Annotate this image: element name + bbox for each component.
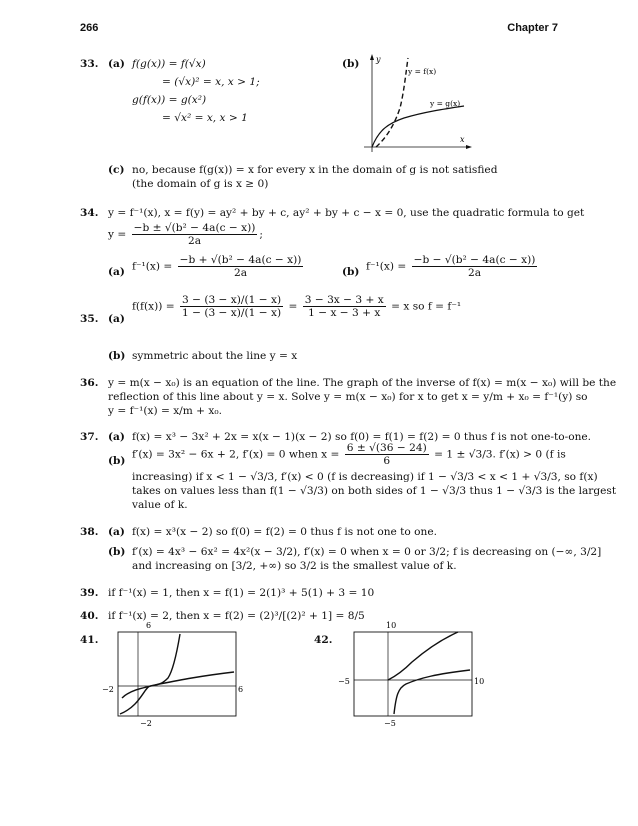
p37-b-post: = 1 ± √3/3. f′(x) > 0 (f is [434, 448, 566, 461]
p38-a-text: f(x) = x³(x − 2) so f(0) = f(2) = 0 thus f is not one to one. [132, 526, 438, 538]
y-axis-arrow [370, 54, 374, 60]
p35-a-mid-den: 1 − x − 3 + x [308, 307, 381, 319]
problem-37-number: 37. [80, 431, 99, 443]
p34-b-label: (b) [342, 266, 360, 278]
p34-b-num: −b − √(b² − 4a(c − x)) [413, 254, 536, 266]
p35-a-label: (a) [108, 313, 125, 325]
p33-c-line2: (the domain of g is x ≥ 0) [132, 178, 269, 190]
p34-l2-post: ; [259, 228, 263, 241]
p38-b-line1: f′(x) = 4x³ − 6x² = 4x²(x − 3/2), f′(x) = 0 when x = 0 or 3/2; f is decreasing on (−∞, 3/2] [132, 546, 602, 558]
p37-b-num: 6 ± √(36 − 24) [346, 442, 427, 454]
p34-line1: y = f⁻¹(x), x = f(y) = ay² + by + c, ay² + by + c − x = 0, use the quadratic formula to get [108, 207, 585, 219]
problem-42-number: 42. [314, 634, 333, 646]
p41-left-label: −2 [102, 685, 114, 694]
p35-a-expr: f(f(x)) = $\frac{3 - (3 - x)/(1 - x)}{1 - (3 - x)/(1 - x)}$ = $\frac{3 - 3x - 3 + x}{1 - x - 3 + x}$ = x so f = f⁻¹ [132, 294, 462, 319]
problem-38-number: 38. [80, 526, 99, 538]
p37-b-line1 [132, 442, 566, 467]
p34-l2-den: 2a [187, 235, 202, 247]
p39-text: if f⁻¹(x) = 1, then x = f(1) = 2(1)³ + 5(1) + 3 = 10 [108, 587, 375, 599]
p33-b-label: (b) [342, 58, 360, 70]
p38-a-label: (a) [108, 526, 125, 538]
p37-b-line3: takes on values less than f(1 − √3/3) on both sides of 1 − √3/3 thus 1 − √3/3 is the largest [132, 485, 617, 497]
p34-a-den: 2a [233, 267, 248, 279]
p34-l2-num: −b ± √(b² − 4a(c − x)) [133, 222, 256, 234]
p34-l2-pre: y = [108, 228, 127, 241]
p41-graph [100, 618, 250, 730]
p34-b-expr [366, 254, 539, 279]
p35-a-pre: f(f(x)) = [132, 300, 175, 313]
p40-text: if f⁻¹(x) = 2, then x = f(2) = (2)³/[(2)² + 1] = 8/5 [108, 610, 365, 622]
problem-34-number: 34. [80, 207, 99, 219]
p33-graph [364, 52, 474, 156]
p37-b-line4: value of k. [132, 499, 188, 511]
p37-b-den: 6 [383, 455, 391, 467]
p41-bottom-label: −2 [140, 719, 152, 728]
p34-a-expr [132, 254, 305, 279]
chapter-label: Chapter 7 [507, 22, 558, 34]
p41-f-curve [120, 634, 180, 714]
graph-y-label: y [376, 55, 381, 64]
p37-b-line2: increasing) if x < 1 − √3/3, f′(x) < 0 (f is decreasing) if 1 − √3/3 < x < 1 + √3/3, so f(x) [132, 471, 598, 483]
p38-b-line2: and increasing on [3/2, +∞) so 3/2 is the smallest value of k. [132, 560, 457, 572]
p34-line2 [108, 222, 263, 247]
p33-a-line1: f(g(x)) = f(√x) [132, 58, 206, 70]
p42-frame [354, 632, 472, 716]
p41-top-label: 6 [146, 621, 152, 630]
p34-b-den: 2a [467, 267, 482, 279]
p37-b-pre: f′(x) = 3x² − 6x + 2, f′(x) = 0 when x = [132, 448, 340, 461]
p33-c-line1: no, because f(g(x)) = x for every x in the domain of g is not satisfied [132, 164, 498, 176]
problem-41-number: 41. [80, 634, 99, 646]
p35-a-mid-fraction [303, 294, 386, 319]
p35-b-label: (b) [108, 350, 126, 362]
graph-f-label: y = f(x) [408, 67, 437, 76]
p42-left-label: −5 [338, 677, 350, 686]
p34-a-pre: f⁻¹(x) = [132, 260, 173, 273]
p34-l2-fraction [132, 222, 258, 247]
p37-a-label: (a) [108, 431, 125, 443]
p34-a-fraction [178, 254, 304, 279]
p41-inverse-curve [122, 672, 234, 698]
graph-x-label: x [460, 135, 465, 144]
p42-curve-lower [394, 670, 470, 714]
p33-c-label: (c) [108, 164, 125, 176]
p35-a-post: = x so f = f⁻¹ [391, 300, 462, 313]
graph-g-label: y = g(x) [430, 99, 461, 108]
g-curve [372, 106, 464, 147]
problem-33-number: 33. [80, 58, 99, 70]
p34-b-pre: f⁻¹(x) = [366, 260, 407, 273]
p37-a-text: f(x) = x³ − 3x² + 2x = x(x − 1)(x − 2) so f(0) = f(1) = f(2) = 0 thus f is not one-to-one. [132, 431, 592, 443]
p35-b-text: symmetric about the line y = x [132, 350, 298, 362]
p34-a-label: (a) [108, 266, 125, 278]
p33-a-line4: = √x² = x, x > 1 [162, 112, 248, 124]
p35-a-big-fraction [180, 294, 283, 319]
p41-right-label: 6 [238, 685, 244, 694]
problem-36-number: 36. [80, 377, 99, 389]
problem-35-number: 35. [80, 313, 99, 325]
p34-b-fraction [412, 254, 538, 279]
x-axis-arrow [466, 145, 472, 149]
p42-top-label: 10 [386, 621, 397, 630]
p33-a-line3: g(f(x)) = g(x²) [132, 94, 207, 106]
p42-right-label: 10 [474, 677, 485, 686]
p33-a-label: (a) [108, 58, 125, 70]
p34-a-num: −b + √(b² − 4a(c − x)) [179, 254, 302, 266]
p37-b-label: (b) [108, 455, 126, 467]
p36-line1: y = m(x − x₀) is an equation of the line. The graph of the inverse of f(x) = m(x − x₀) will be the [108, 377, 617, 389]
f-curve [376, 58, 408, 147]
p35-a-mid-num: 3 − 3x − 3 + x [304, 294, 384, 306]
p36-line2: reflection of this line about y = x. Solve y = m(x − x₀) for x to get x = y/m + x₀ = f⁻¹(y) so [108, 391, 588, 403]
p35-a-big-num: 3 − (3 − x)/(1 − x) [181, 294, 282, 306]
p36-line3: y = f⁻¹(x) = x/m + x₀. [108, 405, 222, 417]
p37-b-fraction [345, 442, 429, 467]
p42-bottom-label: −5 [384, 719, 396, 728]
p35-a-big-den: 1 − (3 − x)/(1 − x) [181, 307, 282, 319]
p38-b-label: (b) [108, 546, 126, 558]
problem-39-number: 39. [80, 587, 99, 599]
problem-40-number: 40. [80, 610, 99, 622]
p33-a-line2: = (√x)² = x, x > 1; [162, 76, 260, 88]
p42-graph [336, 618, 486, 730]
page-number: 266 [80, 22, 99, 34]
